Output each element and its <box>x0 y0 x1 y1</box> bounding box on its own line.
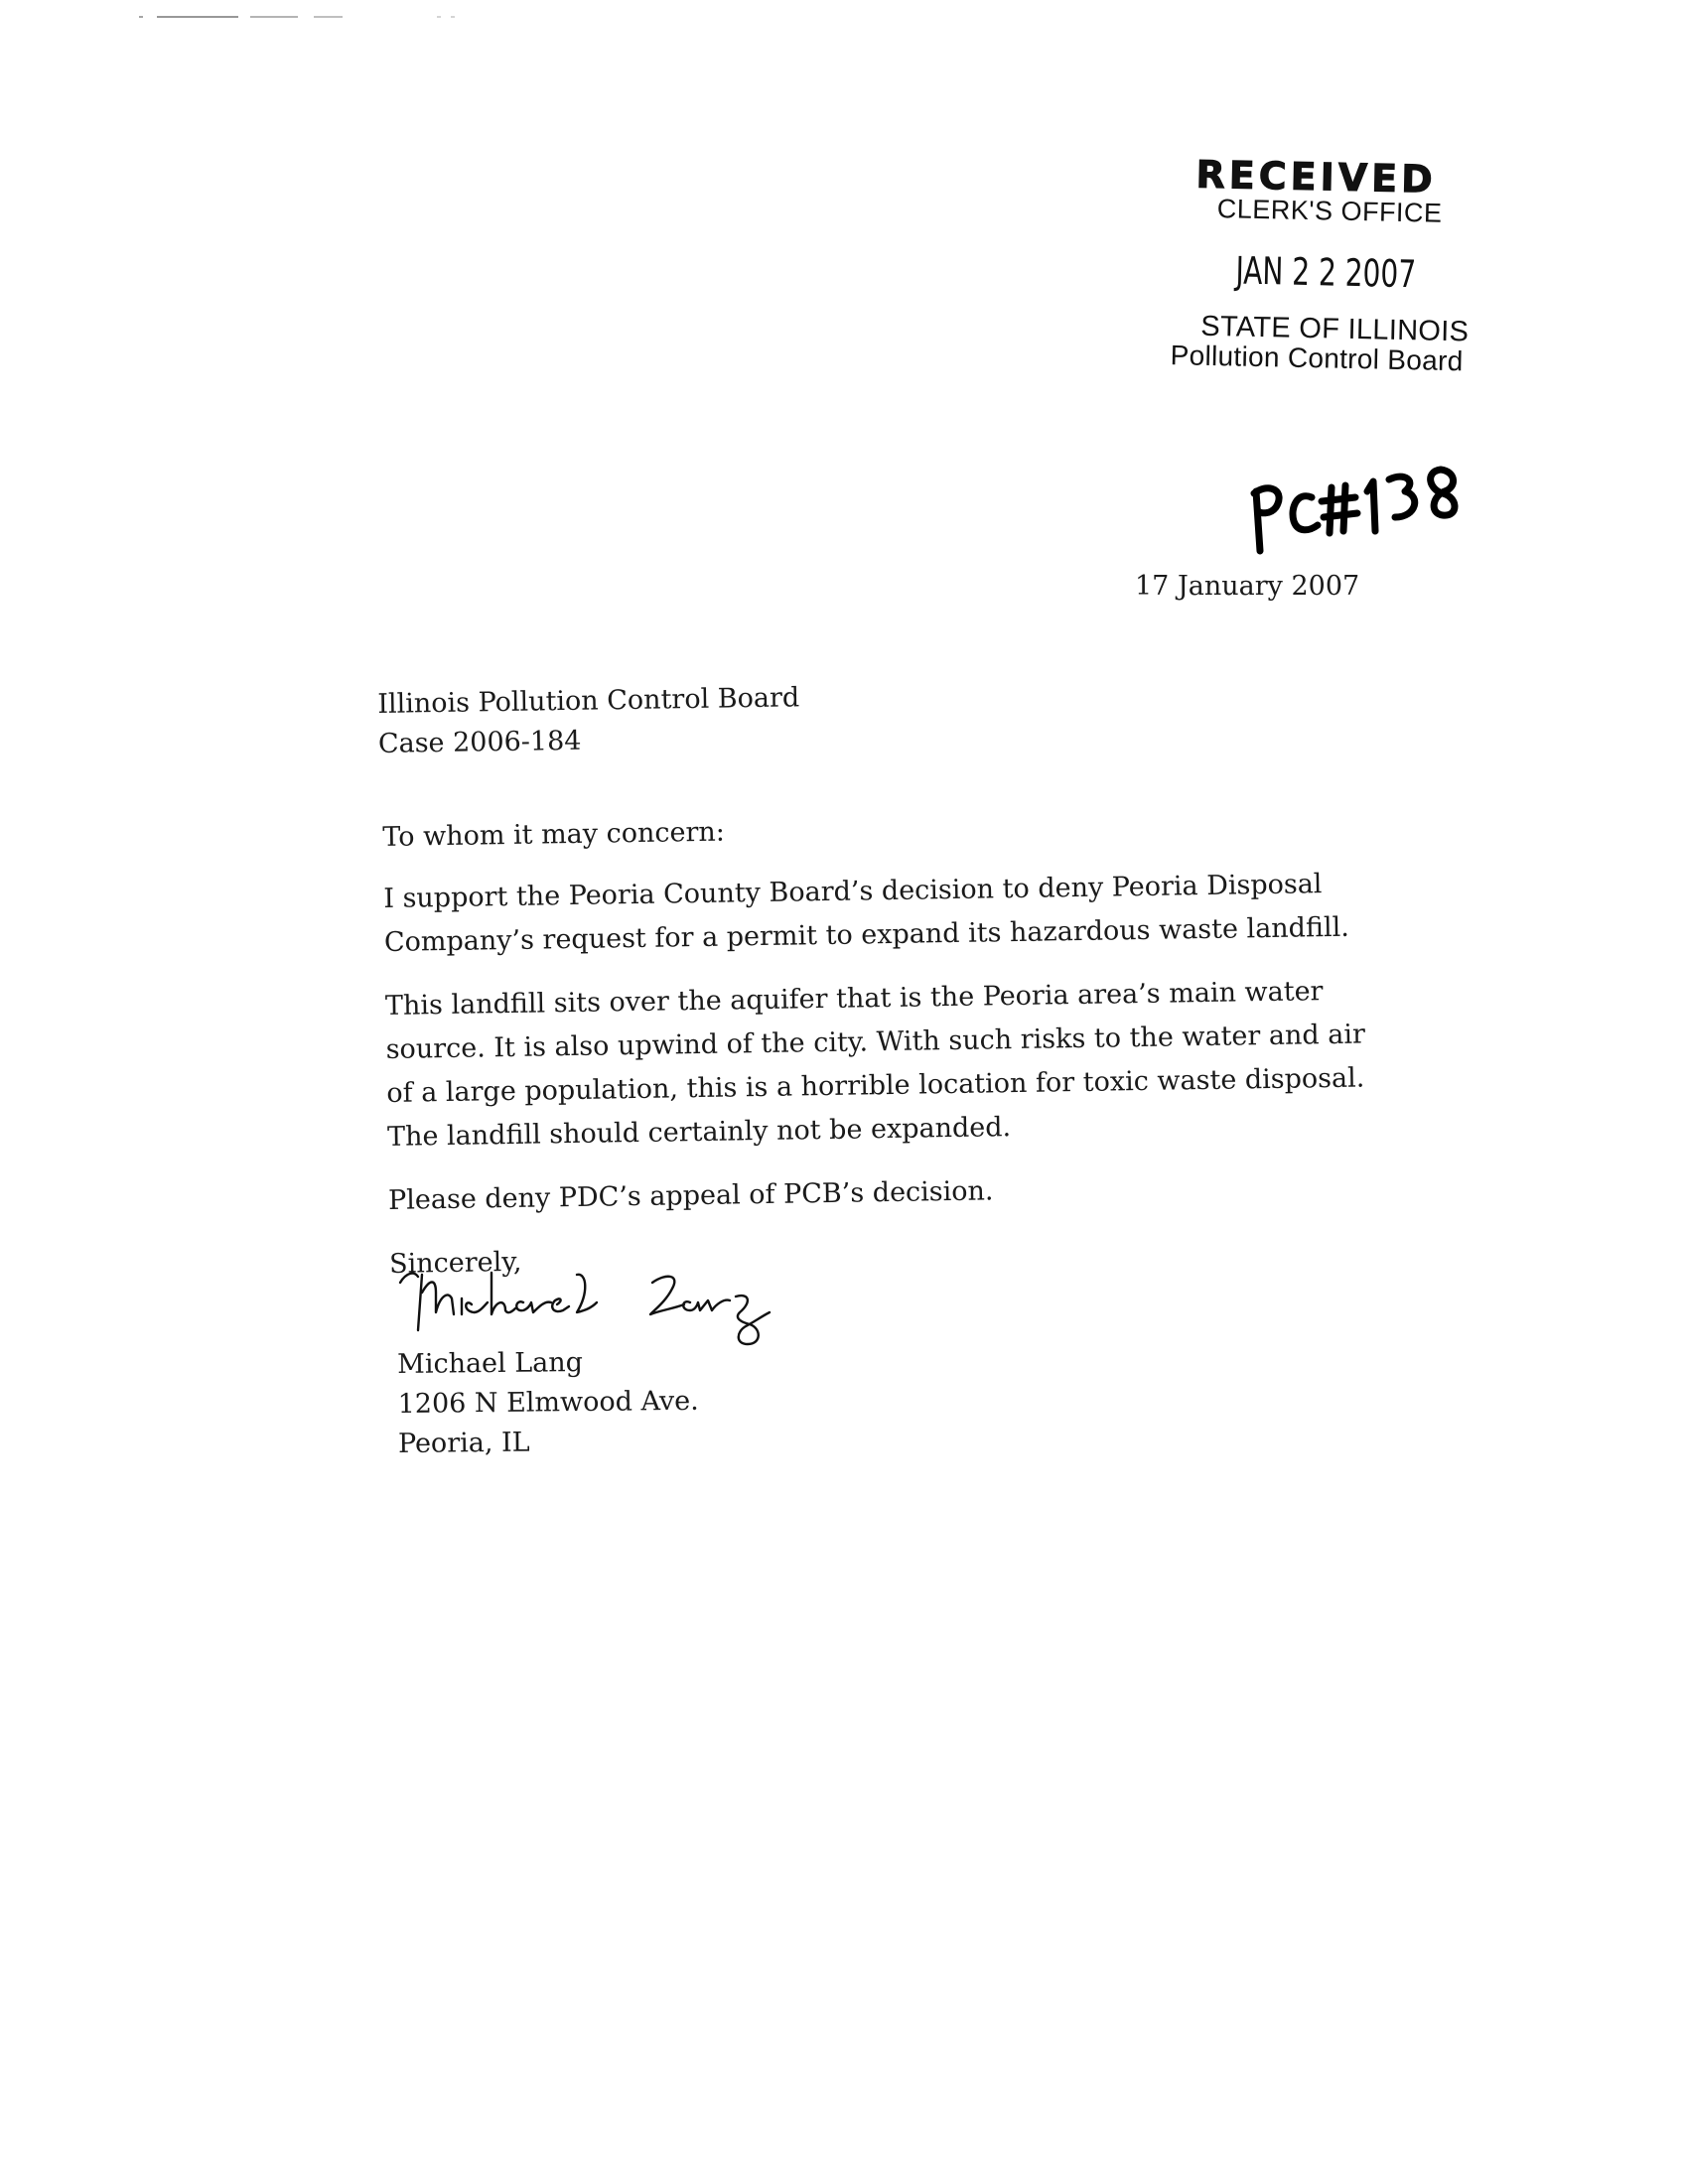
recipient-block <box>377 678 800 764</box>
body-paragraph: Please deny PDC’s appeal of PCB’s decision. <box>387 1175 994 1216</box>
handwritten-pc-number <box>1246 452 1474 561</box>
sender-block <box>397 1342 699 1464</box>
sender-city: Peoria, IL <box>397 1427 530 1459</box>
stamp-date: JAN 2 2 2007 <box>1235 248 1417 297</box>
sender-name: Michael Lang <box>397 1347 584 1380</box>
received-stamp <box>1162 154 1523 377</box>
stamp-board-label: Pollution Control Board <box>1170 340 1464 377</box>
sender-street: 1206 N Elmwood Ave. <box>397 1385 699 1420</box>
body-paragraph: I support the Peoria County Board’s decision to deny Peoria Disposal Company’s request for a permit to expand its hazardous waste landfill. <box>383 869 1350 958</box>
closing: Sincerely, <box>388 1246 522 1280</box>
scan-artifact-lines <box>139 14 496 20</box>
recipient-line: Case 2006-184 <box>377 725 582 759</box>
handwritten-signature <box>392 1253 849 1352</box>
salutation: To whom it may concern: <box>382 816 726 853</box>
letter-body <box>382 800 1393 1306</box>
stamp-received-label: RECEIVED <box>1195 152 1438 202</box>
letter-date: 17 January 2007 <box>1135 571 1360 602</box>
handwritten-pc-number-drawing <box>1246 452 1474 561</box>
stamp-office-label: CLERK'S OFFICE <box>1216 194 1443 228</box>
body-paragraph: This landfill sits over the aquifer that is the Peoria area’s main water source. It is also upwind of the city. With such risks to the water and air of a large population, this is a horrible location for toxic waste disposal. The landfill should certainly not be expanded. <box>384 976 1366 1153</box>
stamp-state-label: STATE OF ILLINOIS <box>1200 310 1470 348</box>
recipient-line: Illinois Pollution Control Board <box>377 682 800 720</box>
